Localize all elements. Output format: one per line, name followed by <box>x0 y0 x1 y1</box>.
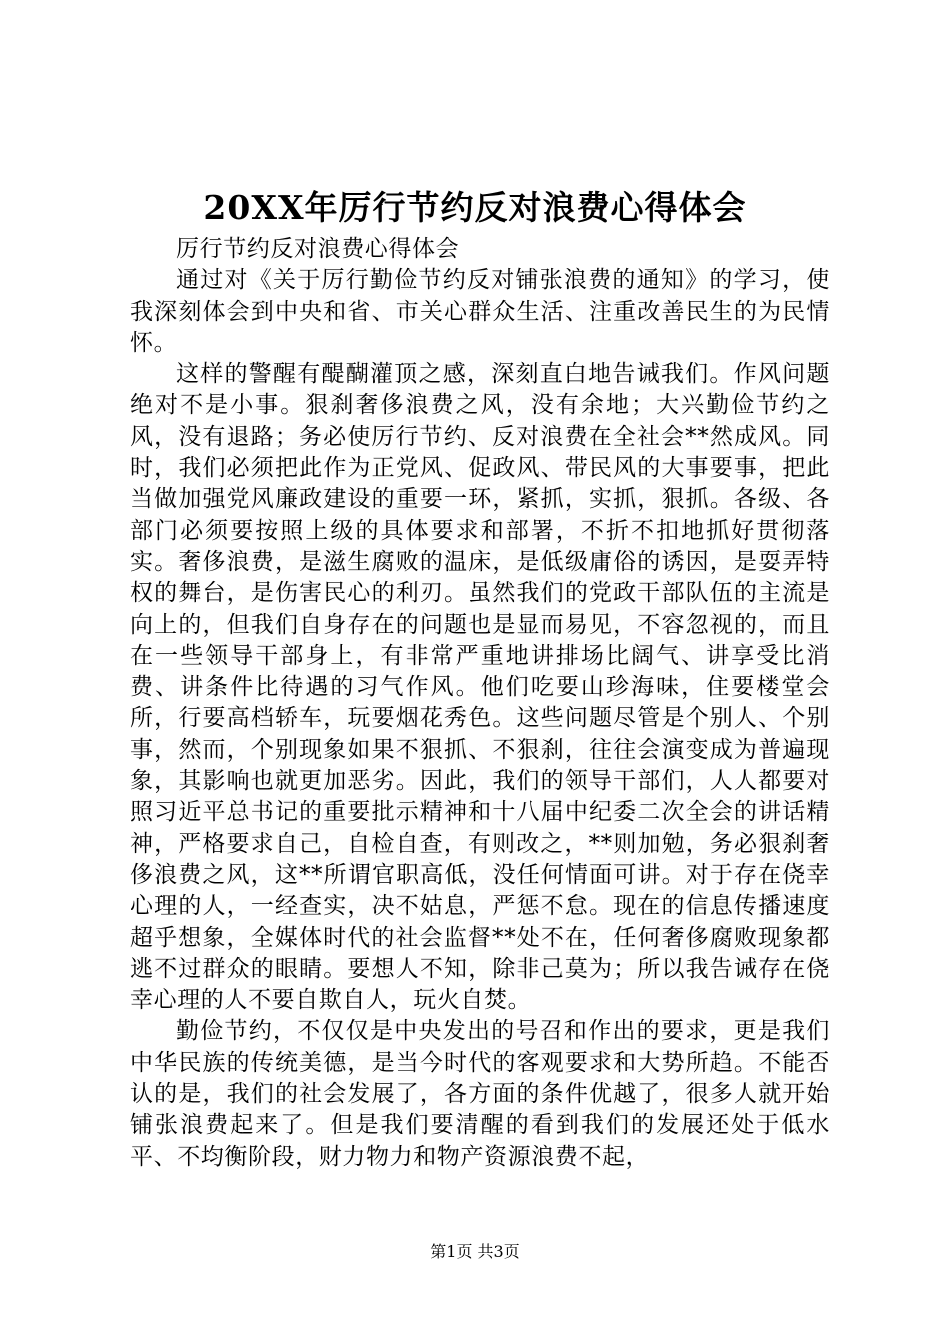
subtitle-paragraph: 厉行节约反对浪费心得体会 <box>176 236 460 262</box>
document-body <box>130 234 830 1173</box>
page-footer: 第1页 共3页 <box>430 1242 520 1261</box>
body-paragraph-3: 勤俭节约，不仅仅是中央发出的号召和作出的要求，更是我们中华民族的传统美德，是当今时代的客观要求和大势所趋。不能否认的是，我们的社会发展了，各方面的条件优越了，很多人就开始铺张浪费起来了。但是我们要清醒的看到我们的发展还处于低水平、不均衡阶段，财力物力和物产资源浪费不起， <box>130 1018 830 1170</box>
document-title: 20XX年厉行节约反对浪费心得体会 <box>203 188 747 227</box>
body-paragraph-1: 通过对《关于厉行勤俭节约反对铺张浪费的通知》的学习，使我深刻体会到中央和省、市关心群众生活、注重改善民生的为民情怀。 <box>130 267 830 356</box>
body-paragraph-2: 这样的警醒有醍醐灌顶之感，深刻直白地告诫我们。作风问题绝对不是小事。狠刹奢侈浪费之风，没有余地；大兴勤俭节约之风，没有退路；务必使厉行节约、反对浪费在全社会**然成风。同时，我们必须把此作为正党风、促政风、带民风的大事要事，把此当做加强党风廉政建设的重要一环，紧抓，实抓，狠抓。各级、各部门必须要按照上级的具体要求和部署，不折不扣地抓好贯彻落实。奢侈浪费，是滋生腐败的温床，是低级庸俗的诱因，是耍弄特权的舞台，是伤害民心的利刃。虽然我们的党政干部队伍的主流是向上的，但我们自身存在的问题也是显而易见，不容忽视的，而且在一些领导干部身上，有非常严重地讲排场比阔气、讲享受比消费、讲条件比待遇的习气作风。他们吃要山珍海味，住要楼堂会所，行要高档轿车，玩要烟花秀色。这些问题尽管是个别人、个别事，然而，个别现象如果不狠抓、不狠刹，往往会演变成为普遍现象，其影响也就更加恶劣。因此，我们的领导干部们，人人都要对照习近平总书记的重要批示精神和十八届中纪委二次全会的讲话精神，严格要求自己，自检自查，有则改之，**则加勉，务必狠刹奢侈浪费之风，这**所谓官职高低，没任何情面可讲。对于存在侥幸心理的人，一经查实，决不姑息，严惩不怠。现在的信息传播速度超乎想象，全媒体时代的社会监督**处不在，任何奢侈腐败现象都逃不过群众的眼睛。要想人不知，除非己莫为；所以我告诫存在侥幸心理的人不要自欺自人，玩火自焚。 <box>130 361 830 1014</box>
